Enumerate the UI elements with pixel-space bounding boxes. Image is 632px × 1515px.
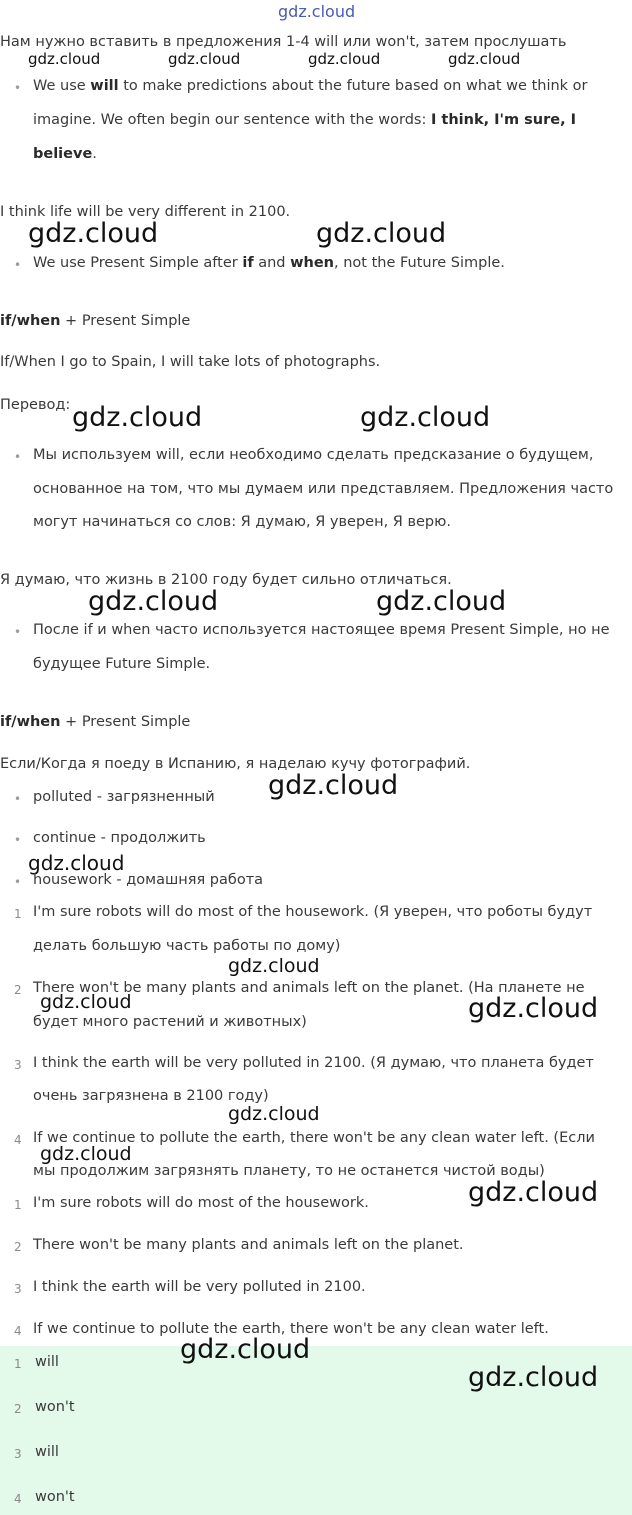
- translated-sentence-line1: There won't be many plants and animals left on the planet. (На планете не: [33, 980, 585, 996]
- theory-ru-example1: Я думаю, что жизнь в 2100 году будет сильно отличаться.: [0, 572, 452, 588]
- item-number: 2: [14, 983, 22, 997]
- watermark: gdz.cloud: [308, 50, 381, 68]
- sentence: I think the earth will be very polluted in 2100.: [33, 1279, 366, 1295]
- item-number: 3: [14, 1058, 22, 1072]
- translated-sentence-line2: очень загрязнена в 2100 году): [33, 1088, 269, 1104]
- watermark: gdz.cloud: [28, 50, 101, 68]
- watermark: gdz.cloud: [468, 1362, 599, 1393]
- watermark: gdz.cloud: [40, 1143, 132, 1165]
- item-number: 3: [14, 1447, 22, 1461]
- watermark: gdz.cloud: [40, 991, 132, 1013]
- theory-en-example1: I think life will be very different in 2100.: [0, 204, 291, 220]
- translated-sentence-line1: I think the earth will be very polluted in 2100. (Я думаю, что планета будет: [33, 1055, 594, 1071]
- theory-en-example2: If/When I go to Spain, I will take lots of photographs.: [0, 354, 381, 370]
- theory-ru-bullet1-line3: могут начинаться со слов: Я думаю, Я уверен, Я верю.: [33, 514, 451, 530]
- watermark: gdz.cloud: [72, 402, 203, 433]
- watermark: gdz.cloud: [168, 50, 241, 68]
- answer: won't: [35, 1489, 75, 1505]
- theory-en-bullet2: We use Present Simple after if and when, not the Future Simple.: [33, 255, 505, 271]
- theory-en-formula: if/when + Present Simple: [0, 313, 191, 329]
- theory-ru-bullet2-line1: После if и when часто используется настоящее время Present Simple, но не: [33, 622, 610, 638]
- item-number: 4: [14, 1133, 22, 1147]
- theory-ru-formula: if/when + Present Simple: [0, 714, 191, 730]
- item-number: 3: [14, 1282, 22, 1296]
- translated-sentence-line2: будет много растений и животных): [33, 1014, 307, 1030]
- sentence: There won't be many plants and animals left on the planet.: [33, 1237, 464, 1253]
- answer: will: [35, 1354, 59, 1370]
- watermark: gdz.cloud: [228, 955, 320, 977]
- task-text: Нам нужно вставить в предложения 1-4 will или won't, затем прослушать: [0, 34, 567, 50]
- translated-sentence-line2: мы продолжим загрязнять планету, то не останется чистой воды): [33, 1163, 545, 1179]
- answer: will: [35, 1444, 59, 1460]
- watermark: gdz.cloud: [180, 1334, 311, 1365]
- translation-label: Перевод:: [0, 397, 71, 413]
- watermark: gdz.cloud: [28, 851, 125, 875]
- item-number: 1: [14, 1357, 22, 1371]
- sentence: I'm sure robots will do most of the housework.: [33, 1195, 369, 1211]
- bullet-dot: •: [14, 833, 22, 847]
- item-number: 2: [14, 1240, 22, 1254]
- watermark: gdz.cloud: [268, 770, 399, 801]
- bullet-dot: •: [14, 258, 22, 272]
- watermark: gdz.cloud: [468, 993, 599, 1024]
- item-number: 4: [14, 1324, 22, 1338]
- watermark: gdz.cloud: [316, 218, 447, 249]
- answer: won't: [35, 1399, 75, 1415]
- vocab-item: housework - домашняя работа: [33, 872, 264, 888]
- theory-ru-bullet1-line2: основанное на том, что мы думаем или представляем. Предложения часто: [33, 481, 614, 497]
- theory-en-bullet1-line2: imagine. We often begin our sentence with the words: I think, I'm sure, I: [33, 112, 577, 128]
- theory-en-bullet1-line3: believe.: [33, 146, 97, 162]
- translated-sentence-line2: делать большую часть работы по дому): [33, 938, 341, 954]
- vocab-item: polluted - загрязненный: [33, 789, 215, 805]
- bullet-dot: •: [14, 450, 22, 464]
- translated-sentence-line1: If we continue to pollute the earth, there won't be any clean water left. (Если: [33, 1130, 595, 1146]
- watermark: gdz.cloud: [376, 586, 507, 617]
- theory-ru-bullet1-line1: Мы используем will, если необходимо сделать предсказание о будущем,: [33, 447, 594, 463]
- watermark: gdz.cloud: [228, 1103, 320, 1125]
- item-number: 1: [14, 1198, 22, 1212]
- item-number: 1: [14, 907, 22, 921]
- watermark: gdz.cloud: [448, 50, 521, 68]
- item-number: 4: [14, 1492, 22, 1506]
- watermark: gdz.cloud: [28, 218, 159, 249]
- theory-ru-example2: Если/Когда я поеду в Испанию, я наделаю кучу фотографий.: [0, 756, 471, 772]
- theory-en-bullet1-line1: We use will to make predictions about the future based on what we think or: [33, 78, 588, 94]
- item-number: 2: [14, 1402, 22, 1416]
- header-watermark: gdz.cloud: [278, 2, 356, 21]
- bullet-dot: •: [14, 792, 22, 806]
- theory-ru-bullet2-line2: будущее Future Simple.: [33, 656, 211, 672]
- translated-sentence-line1: I'm sure robots will do most of the housework. (Я уверен, что роботы будут: [33, 904, 593, 920]
- vocab-item: continue - продолжить: [33, 830, 206, 846]
- bullet-dot: •: [14, 81, 22, 95]
- watermark: gdz.cloud: [88, 586, 219, 617]
- bullet-dot: •: [14, 625, 22, 639]
- sentence: If we continue to pollute the earth, there won't be any clean water left.: [33, 1321, 549, 1337]
- watermark: gdz.cloud: [360, 402, 491, 433]
- bullet-dot: •: [14, 875, 22, 889]
- watermark: gdz.cloud: [468, 1177, 599, 1208]
